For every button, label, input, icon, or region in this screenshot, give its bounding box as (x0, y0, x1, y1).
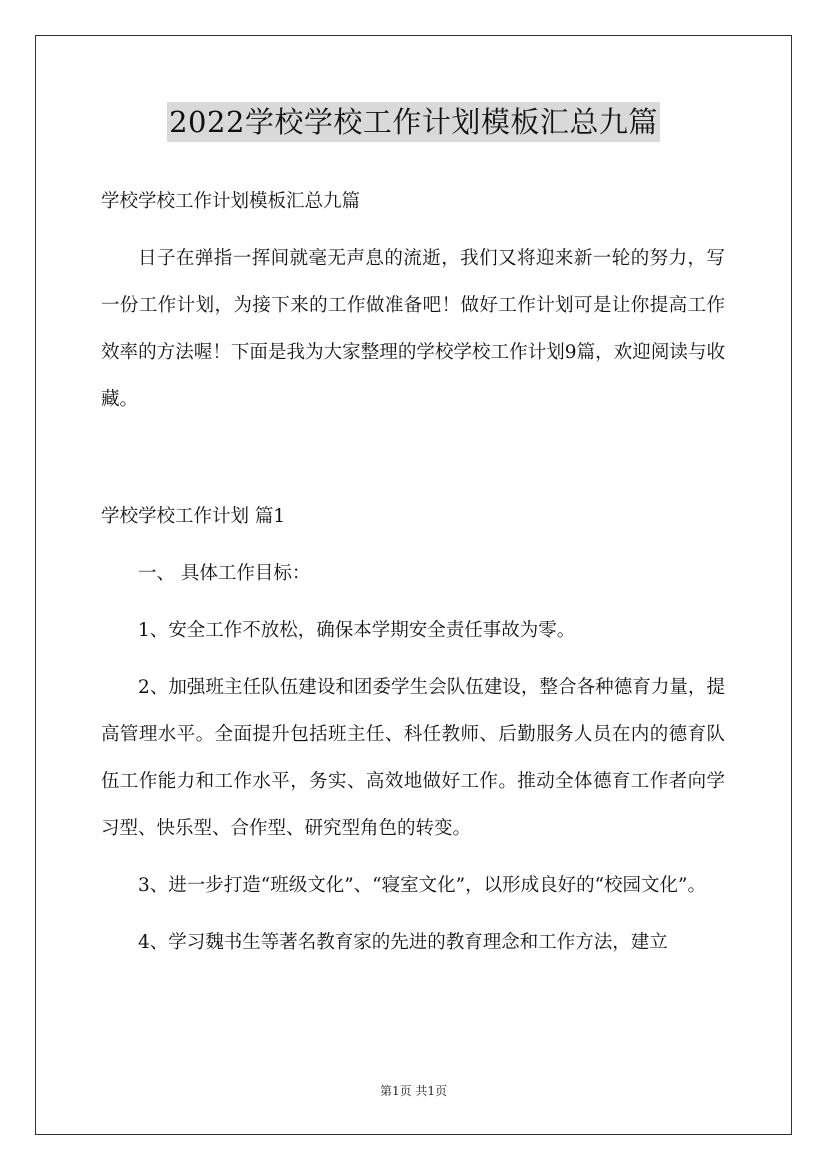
page-footer (0, 1083, 827, 1099)
list-item: 1、安全工作不放松，确保本学期安全责任事故为零。 (138, 620, 576, 641)
item-heading: 一、 具体工作目标： (138, 563, 311, 584)
page-number: 第1页 共1页 (379, 1084, 448, 1098)
list-item: 3、进一步打造“班级文化”、“寝室文化”，以形成良好的“校园文化”。 (138, 875, 707, 896)
document-title: 2022学校学校工作计划模板汇总九篇 (167, 102, 660, 142)
title-container (0, 102, 827, 142)
document-subtitle: 学校学校工作计划模板汇总九篇 (101, 191, 361, 212)
intro-paragraph: 日子在弹指一挥间就毫无声息的流逝，我们又将迎来新一轮的努力，写一份工作计划，为接下来的工作做准备吧！做好工作计划可是让你提高工作效率的方法喔！下面是我为大家整理的学校学校工作计划9篇，欢迎阅读与收藏。 (101, 248, 725, 410)
list-item: 4、学习魏书生等著名教育家的先进的教育理念和工作方法，建立 (138, 932, 668, 953)
list-item: 2、加强班主任队伍建设和团委学生会队伍建设，整合各种德育力量，提高管理水平。全面提升包括班主任、科任教师、后勤服务人员在内的德育队伍工作能力和工作水平，务实、高效地做好工作。推动全体德育工作者向学习型、快乐型、合作型、研究型角色的转变。 (101, 677, 725, 839)
section-heading: 学校学校工作计划 篇1 (101, 506, 286, 527)
document-body (101, 178, 725, 966)
